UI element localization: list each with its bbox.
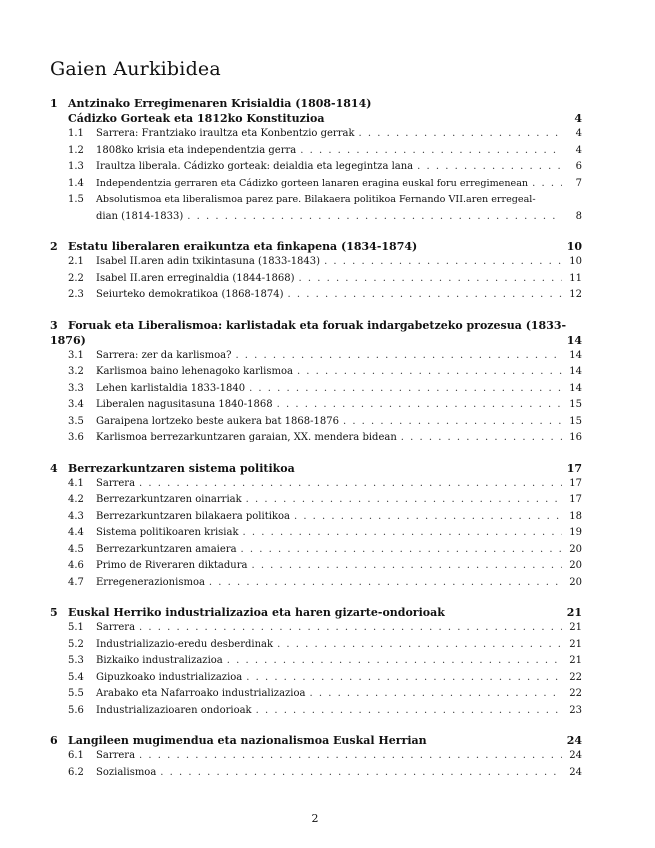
section-page: 4 [575, 128, 582, 139]
chapter-heading[interactable] [50, 96, 582, 111]
dot-leader [139, 476, 562, 493]
section-page: 4 [575, 144, 582, 156]
section-number: 5.4 [68, 671, 84, 683]
section-title: Industrializazioaren ondorioak [96, 704, 252, 716]
chapter-heading[interactable] [50, 318, 582, 333]
section-title: Primo de Riveraren diktadura [96, 560, 248, 571]
chapter-heading-cont[interactable] [50, 111, 582, 126]
toc-entry[interactable] [68, 620, 582, 637]
section-title: Industrializazio-eredu desberdinak [96, 638, 274, 650]
chapter-heading[interactable] [50, 461, 582, 476]
dot-leader [251, 558, 562, 575]
section-number: 1.1 [68, 128, 84, 139]
section-title: Karlismoa baino lehenagoko karlismoa [96, 366, 293, 377]
chapter-number: 6 [50, 734, 58, 747]
section-number: 5.3 [68, 655, 84, 666]
dot-leader [297, 364, 562, 381]
section-title: Sarrera: zer da karlismoa? [96, 349, 232, 361]
section-page: 19 [569, 527, 582, 538]
section-title: Independentzia gerraren eta Cádizko gorteen lanaren eragina euskal foru erregimenean [96, 177, 529, 189]
section-number: 3.2 [68, 366, 84, 377]
chapter-title-line2: Cádizko Gorteak eta 1812ko Konstituzioa [68, 112, 325, 125]
section-title: Isabel II.aren erreginaldia (1844-1868) [96, 272, 295, 284]
chapter-page: 17 [566, 461, 582, 475]
toc-entry[interactable] [68, 271, 582, 288]
toc-entry[interactable] [68, 525, 582, 542]
toc-entry[interactable] [68, 414, 582, 431]
dot-leader [139, 748, 562, 765]
toc-entry-cont[interactable] [96, 209, 582, 226]
toc-entry[interactable] [68, 348, 582, 365]
section-title: Sistema politikoaren krisiak [96, 527, 239, 538]
section-number: 4.4 [68, 527, 84, 538]
toc-entry[interactable] [68, 492, 582, 509]
section-page: 14 [569, 382, 582, 394]
section-title: Sozialismoa [96, 766, 157, 778]
dot-leader [532, 176, 562, 193]
toc-entry[interactable] [68, 159, 582, 176]
toc-entry[interactable] [68, 287, 582, 304]
section-number: 6.1 [68, 750, 84, 761]
section-page: 18 [569, 510, 582, 522]
section-number: 4.2 [68, 494, 84, 505]
section-page: 20 [569, 560, 582, 571]
chapter-page: 24 [566, 734, 582, 747]
chapter-title: Euskal Herriko industrializazioa eta haren gizarte-ondorioak [68, 606, 445, 619]
toc-entry[interactable] [68, 637, 582, 654]
section-number: 3.5 [68, 415, 84, 427]
dot-leader [256, 703, 562, 720]
section-page: 8 [575, 210, 582, 222]
toc-entry[interactable] [68, 575, 582, 592]
dot-leader [294, 509, 562, 526]
chapter-heading[interactable] [50, 605, 582, 620]
toc-entry[interactable] [68, 509, 582, 526]
section-number: 1.5 [68, 194, 84, 205]
chapter-title: Langileen mugimendua eta nazionalismoa Euskal Herrian [68, 734, 427, 747]
page-number: 2 [311, 812, 319, 825]
dot-leader [343, 414, 562, 431]
toc-entry[interactable] [68, 381, 582, 398]
chapter-number: 5 [50, 606, 58, 619]
dot-leader [246, 670, 562, 687]
section-page: 17 [569, 494, 582, 505]
section-number: 1.2 [68, 144, 84, 156]
chapter-number: 4 [50, 461, 58, 475]
section-title: Bizkaiko industralizazioa [96, 655, 223, 666]
section-title: Isabel II.aren adin txikintasuna (1833-1843) [96, 256, 321, 267]
section-title: Sarrera: Frantziako iraultza eta Konbentzio gerrak [96, 128, 355, 139]
section-page: 14 [569, 349, 582, 361]
chapter-title: Estatu liberalaren eraikuntza eta finkapena (1834-1874) [68, 240, 418, 253]
section-page: 12 [569, 289, 582, 300]
dot-leader [277, 637, 562, 654]
dot-leader [299, 271, 562, 288]
chapter-5 [50, 605, 582, 719]
dot-leader [160, 765, 562, 782]
section-title: Erregenerazionismoa [96, 576, 205, 588]
toc-entry[interactable] [68, 686, 582, 703]
section-page: 16 [569, 432, 582, 443]
section-title: Seiurteko demokratikoa (1868-1874) [96, 289, 284, 300]
section-number: 4.7 [68, 576, 84, 588]
section-title: Lehen karlistaldia 1833-1840 [96, 382, 246, 394]
section-title: Liberalen nagusitasuna 1840-1868 [96, 399, 273, 410]
dot-leader [310, 686, 563, 703]
section-number: 6.2 [68, 766, 84, 778]
chapter-3 [50, 318, 582, 447]
section-page: 21 [569, 638, 582, 650]
chapter-title-line2: 1876) [50, 333, 86, 347]
section-title: Arabako eta Nafarroako industrializazioa [96, 688, 306, 699]
chapter-1 [50, 96, 582, 225]
section-page: 23 [569, 704, 582, 716]
section-number: 5.2 [68, 638, 84, 650]
toc-entry[interactable] [68, 126, 582, 143]
toc-entry[interactable] [68, 254, 582, 271]
section-title: Garaipena lortzeko beste aukera bat 1868-1876 [96, 415, 339, 427]
section-number: 2.1 [68, 256, 84, 267]
chapter-number: 1 [50, 97, 58, 110]
section-title: Gipuzkoako industrializazioa [96, 671, 243, 683]
dot-leader [139, 620, 562, 637]
chapter-title: Foruak eta Liberalismoa: karlistadak eta foruak indargabetzeko prozesua (1833- [68, 318, 567, 332]
section-title: Karlismoa berrezarkuntzaren garaian, XX. mendera bidean [96, 432, 397, 443]
section-number: 2.3 [68, 289, 84, 300]
section-page: 14 [569, 366, 582, 377]
section-title: Absolutismoa eta liberalismoa parez pare. Bilakaera politikoa Fernando VII.aren erregeal- [96, 194, 536, 205]
toc-entry[interactable] [68, 476, 582, 493]
section-number: 1.4 [68, 177, 84, 189]
section-title: Berrezarkuntzaren bilakaera politikoa [96, 510, 290, 522]
section-title: Sarrera [96, 477, 136, 489]
section-page: 6 [575, 161, 582, 172]
toc-entry[interactable] [68, 143, 582, 160]
section-number: 4.5 [68, 543, 84, 555]
toc-entry[interactable] [68, 703, 582, 720]
toc-entry[interactable] [68, 176, 582, 193]
section-number: 4.3 [68, 510, 84, 522]
chapter-heading-cont[interactable] [50, 333, 582, 348]
toc-entry[interactable] [68, 558, 582, 575]
page-title: Gaien Aurkibidea [50, 58, 221, 80]
section-page: 22 [569, 688, 582, 699]
chapter-heading[interactable] [50, 239, 582, 254]
section-number: 5.6 [68, 704, 84, 716]
chapter-page: 21 [566, 606, 582, 619]
section-title-line2: dian (1814-1833) [96, 210, 184, 222]
section-page: 24 [569, 766, 582, 778]
dot-leader [249, 381, 562, 398]
chapter-number: 3 [50, 318, 58, 332]
dot-leader [187, 209, 562, 226]
toc-entry[interactable] [68, 765, 582, 782]
section-number: 3.1 [68, 349, 84, 361]
section-page: 22 [569, 671, 582, 683]
toc-entry[interactable] [68, 192, 582, 209]
section-page: 21 [569, 655, 582, 666]
section-page: 7 [575, 177, 582, 189]
section-number: 4.1 [68, 477, 84, 489]
dot-leader [359, 126, 562, 143]
toc-entry[interactable] [68, 430, 582, 447]
dot-leader [300, 143, 562, 160]
section-title: 1808ko krisia eta independentzia gerra [96, 144, 297, 156]
section-page: 20 [569, 543, 582, 555]
dot-leader [401, 430, 562, 447]
toc-entry[interactable] [68, 748, 582, 765]
toc-entry[interactable] [68, 364, 582, 381]
chapter-title: Berrezarkuntzaren sistema politikoa [68, 461, 295, 475]
toc-entry[interactable] [68, 542, 582, 559]
toc-entry[interactable] [68, 670, 582, 687]
section-title: Sarrera [96, 750, 136, 761]
section-page: 15 [569, 399, 582, 410]
section-title: Berrezarkuntzaren amaiera [96, 543, 237, 555]
section-page: 24 [569, 750, 582, 761]
section-title: Sarrera [96, 622, 136, 633]
dot-leader [235, 348, 562, 365]
chapter-page: 14 [566, 333, 582, 347]
dot-leader [417, 159, 562, 176]
chapter-heading[interactable] [50, 733, 582, 748]
toc-entry[interactable] [68, 653, 582, 670]
section-page: 10 [569, 256, 582, 267]
section-number: 3.4 [68, 399, 84, 410]
section-title: Berrezarkuntzaren oinarriak [96, 494, 242, 505]
chapter-number: 2 [50, 240, 58, 253]
dot-leader [324, 254, 562, 271]
chapter-page: 4 [574, 112, 582, 125]
dot-leader [227, 653, 562, 670]
dot-leader [277, 397, 562, 414]
section-page: 20 [569, 576, 582, 588]
chapter-4 [50, 461, 582, 592]
section-number: 3.6 [68, 432, 84, 443]
chapter-6 [50, 733, 582, 781]
section-page: 17 [569, 477, 582, 489]
section-number: 1.3 [68, 161, 84, 172]
chapter-page: 10 [566, 240, 582, 253]
table-of-contents [50, 96, 582, 795]
dot-leader [209, 575, 562, 592]
dot-leader [288, 287, 562, 304]
toc-entry[interactable] [68, 397, 582, 414]
section-page: 21 [569, 622, 582, 633]
dot-leader [241, 542, 562, 559]
section-title: Iraultza liberala. Cádizko gorteak: deialdia eta legegintza lana [96, 161, 414, 172]
section-number: 3.3 [68, 382, 84, 394]
section-number: 4.6 [68, 560, 84, 571]
section-number: 2.2 [68, 272, 84, 284]
section-number: 5.5 [68, 688, 84, 699]
chapter-2 [50, 239, 582, 304]
dot-leader [246, 492, 562, 509]
section-page: 15 [569, 415, 582, 427]
dot-leader [243, 525, 562, 542]
section-page: 11 [569, 272, 582, 284]
chapter-title: Antzinako Erregimenaren Krisialdia (1808-1814) [68, 97, 372, 110]
section-number: 5.1 [68, 622, 84, 633]
